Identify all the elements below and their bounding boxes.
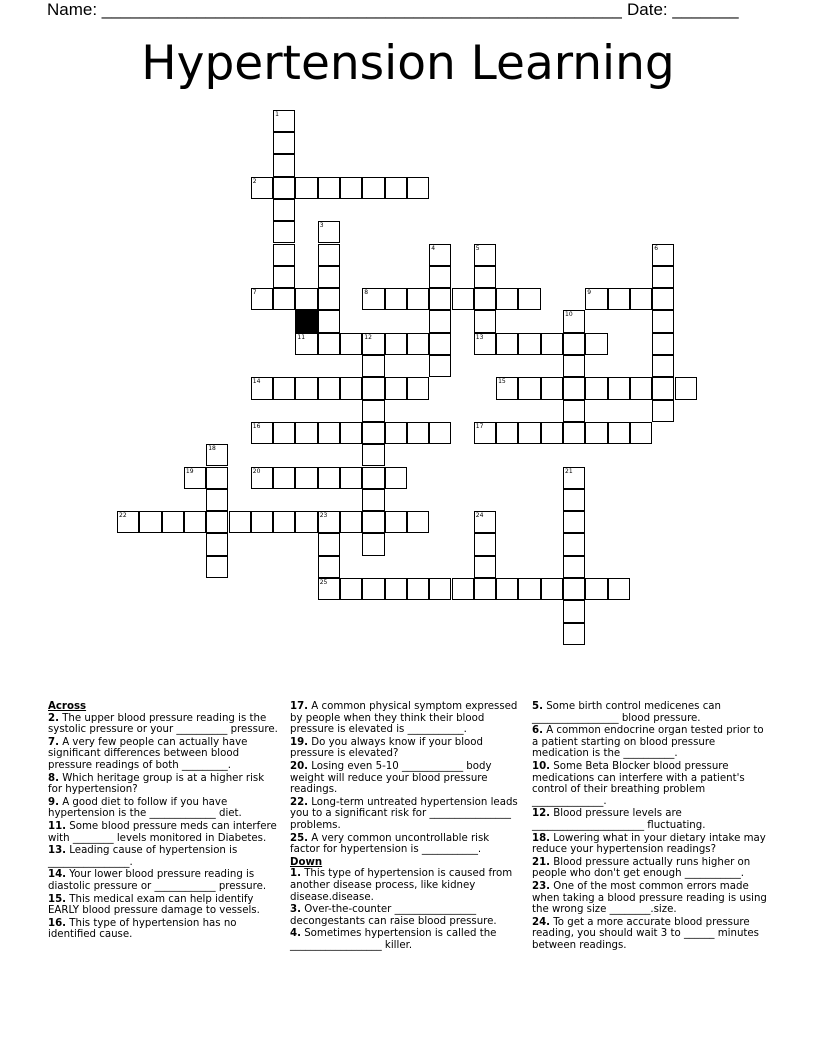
- grid-cell[interactable]: [585, 422, 607, 444]
- clue-item: [48, 737, 280, 772]
- grid-cell[interactable]: [295, 377, 317, 399]
- clue-text: Some Beta Blocker blood pressure medications can interfere with a patient's control of their breathing problem ______________.: [532, 760, 745, 807]
- clues-column-3: [532, 701, 772, 952]
- grid-cell[interactable]: [585, 333, 607, 355]
- grid-cell[interactable]: [541, 333, 563, 355]
- grid-cell[interactable]: [340, 377, 362, 399]
- grid-cell[interactable]: [407, 511, 429, 533]
- grid-cell[interactable]: [362, 288, 384, 310]
- clue-text: This type of hypertension has no identified cause.: [48, 917, 237, 941]
- clue-number: 3: [319, 222, 324, 230]
- grid-cell[interactable]: [563, 422, 585, 444]
- clue-number: 19: [185, 467, 194, 475]
- clue-text: Losing even 5-10 ____________ body weight will reduce your blood pressure readings.: [290, 760, 492, 796]
- date-field-label: Date: _______: [627, 0, 739, 19]
- clue-item: [48, 797, 280, 820]
- grid-cell[interactable]: [563, 355, 585, 377]
- grid-cell[interactable]: [407, 288, 429, 310]
- clue-number: 21: [565, 467, 573, 475]
- clue-number: 25: [319, 579, 328, 586]
- clue-text: A common endocrine organ tested prior to a patient starting on blood pressure medication is the __________.: [532, 725, 764, 760]
- grid-cell[interactable]: [251, 467, 273, 489]
- clue-item: [532, 808, 772, 831]
- grid-cell[interactable]: [273, 110, 295, 132]
- grid-cell[interactable]: [474, 333, 496, 355]
- grid-cell[interactable]: [429, 355, 451, 377]
- clue-number-label: 21.: [532, 856, 551, 868]
- grid-cell[interactable]: [318, 288, 340, 310]
- clue-item: [48, 773, 280, 796]
- grid-cell[interactable]: [362, 400, 384, 422]
- clue-number-label: 2.: [48, 712, 59, 724]
- grid-cell[interactable]: [318, 467, 340, 489]
- across-clue-list-continued: [290, 701, 522, 856]
- grid-cell[interactable]: [206, 511, 228, 533]
- clue-text: A common physical symptom expressed by people when they think their blood pressure is elevated is ___________.: [290, 701, 518, 736]
- clue-item: [48, 918, 280, 941]
- clue-item: [290, 737, 522, 760]
- grid-cell[interactable]: [608, 578, 630, 600]
- clue-number-label: 8.: [48, 772, 59, 784]
- clue-number-label: 16.: [48, 917, 67, 929]
- clue-text: This type of hypertension is caused from another disease process, like kidney disease.disease.: [290, 868, 513, 903]
- clue-item: [532, 833, 772, 856]
- clue-text: This medical exam can help identify EARLY blood pressure damage to vessels.: [48, 893, 260, 917]
- grid-cell[interactable]: [385, 377, 407, 399]
- grid-cell[interactable]: [474, 288, 496, 310]
- grid-cell[interactable]: [429, 422, 451, 444]
- clue-number-label: 6.: [532, 725, 543, 737]
- grid-cell[interactable]: [385, 333, 407, 355]
- clue-item: [48, 845, 280, 868]
- grid-cell[interactable]: [563, 467, 585, 489]
- clue-number-label: 9.: [48, 796, 59, 808]
- clue-text: Some birth control medicenes can _________________ blood pressure.: [532, 701, 721, 724]
- grid-cell[interactable]: [362, 177, 384, 199]
- grid-cell[interactable]: [652, 288, 674, 310]
- clue-number: 6: [654, 244, 659, 252]
- grid-cell[interactable]: [385, 288, 407, 310]
- grid-cell[interactable]: [318, 511, 340, 533]
- grid-cell[interactable]: [652, 400, 674, 422]
- grid-cell[interactable]: [496, 422, 518, 444]
- grid-cell[interactable]: [496, 288, 518, 310]
- grid-cell[interactable]: [563, 533, 585, 555]
- grid-cell[interactable]: [273, 288, 295, 310]
- clue-item: [532, 881, 772, 916]
- clue-text: A good diet to follow if you have hypertension is the _____________ diet.: [48, 796, 242, 820]
- grid-cell[interactable]: [251, 177, 273, 199]
- clue-text: The upper blood pressure reading is the systolic pressure or your __________ pressure.: [48, 712, 278, 736]
- down-heading: Down: [290, 856, 323, 868]
- grid-cell[interactable]: [518, 333, 540, 355]
- clue-number-label: 23.: [532, 880, 551, 892]
- clue-number-label: 24.: [532, 916, 551, 928]
- grid-cell[interactable]: [652, 310, 674, 332]
- grid-cell[interactable]: [318, 266, 340, 288]
- clue-item: [290, 797, 522, 832]
- grid-cell[interactable]: [474, 511, 496, 533]
- grid-cell[interactable]: [652, 266, 674, 288]
- grid-cell[interactable]: [340, 467, 362, 489]
- clue-number-label: 7.: [48, 736, 59, 748]
- clue-item: [532, 761, 772, 807]
- grid-cell[interactable]: [340, 578, 362, 600]
- grid-cell[interactable]: [452, 578, 474, 600]
- grid-cell[interactable]: [474, 310, 496, 332]
- grid-cell[interactable]: [362, 511, 384, 533]
- grid-cell[interactable]: [362, 533, 384, 555]
- grid-cell[interactable]: [608, 288, 630, 310]
- grid-cell[interactable]: [362, 578, 384, 600]
- grid-cell[interactable]: [318, 333, 340, 355]
- grid-cell[interactable]: [184, 511, 206, 533]
- grid-cell[interactable]: [630, 422, 652, 444]
- clues-column-1: [48, 701, 280, 942]
- grid-cell[interactable]: [295, 511, 317, 533]
- grid-cell[interactable]: [652, 244, 674, 266]
- clue-text: Which heritage group is at a higher risk for hypertension?: [48, 772, 265, 796]
- grid-cell[interactable]: [362, 489, 384, 511]
- grid-cell[interactable]: [206, 489, 228, 511]
- grid-cell[interactable]: [318, 244, 340, 266]
- clue-number-label: 3.: [290, 904, 301, 916]
- grid-cell[interactable]: [429, 333, 451, 355]
- grid-cell[interactable]: [362, 355, 384, 377]
- grid-cell[interactable]: [251, 288, 273, 310]
- clue-item: [290, 904, 522, 927]
- grid-cell[interactable]: [318, 533, 340, 555]
- clue-number: 24: [475, 512, 484, 520]
- grid-cell[interactable]: [563, 377, 585, 399]
- clue-text: One of the most common errors made when taking a blood pressure reading is using the wrong size ________.size.: [532, 880, 767, 916]
- clue-item: [290, 868, 522, 903]
- grid-cell[interactable]: [585, 377, 607, 399]
- grid-cell[interactable]: [340, 511, 362, 533]
- grid-cell[interactable]: [385, 511, 407, 533]
- grid-cell[interactable]: [362, 444, 384, 466]
- grid-cell[interactable]: [251, 377, 273, 399]
- clue-text: Long-term untreated hypertension leads you to a significant risk for ________________ problems.: [290, 796, 518, 831]
- clue-text: A very common uncontrollable risk factor for hypertension is ___________.: [290, 832, 490, 856]
- clue-number: 13: [475, 333, 484, 341]
- clue-number-label: 11.: [48, 820, 67, 832]
- grid-cell[interactable]: [407, 177, 429, 199]
- grid-cell[interactable]: [295, 422, 317, 444]
- clue-number-label: 22.: [290, 796, 309, 808]
- clue-item: [290, 928, 522, 951]
- clue-number: 15: [498, 378, 506, 386]
- grid-cell[interactable]: [318, 310, 340, 332]
- clue-number: 16: [252, 422, 261, 430]
- grid-cell[interactable]: [474, 244, 496, 266]
- grid-cell[interactable]: [496, 578, 518, 600]
- clue-number: 20: [252, 467, 261, 475]
- grid-cell[interactable]: [273, 511, 295, 533]
- clue-number-label: 5.: [532, 701, 543, 712]
- grid-cell[interactable]: [563, 400, 585, 422]
- grid-cell[interactable]: [652, 377, 674, 399]
- clue-item: [48, 821, 280, 844]
- grid-cell[interactable]: [295, 333, 317, 355]
- grid-cell[interactable]: [318, 221, 340, 243]
- grid-cell[interactable]: [563, 310, 585, 332]
- grid-cell[interactable]: [429, 266, 451, 288]
- grid-cell[interactable]: [563, 556, 585, 578]
- clue-number: 23: [319, 512, 328, 520]
- grid-cell[interactable]: [541, 578, 563, 600]
- grid-cell[interactable]: [452, 288, 474, 310]
- clue-item: [532, 917, 772, 952]
- grid-cell[interactable]: [385, 422, 407, 444]
- clue-text: A very few people can actually have significant differences between blood pressure readings of both _________.: [48, 736, 248, 771]
- clue-item: [48, 713, 280, 736]
- grid-cell[interactable]: [407, 422, 429, 444]
- clue-item: [290, 761, 522, 796]
- clue-text: Blood pressure actually runs higher on people who don't get enough ___________.: [532, 856, 751, 880]
- clue-text: Some blood pressure meds can interfere with ________ levels monitored in Diabetes.: [48, 820, 277, 844]
- clue-text: Lowering what in your dietary intake may reduce your hypertension readings?: [532, 832, 766, 856]
- across-clue-list: [48, 713, 280, 941]
- clue-number: 2: [252, 177, 257, 185]
- clue-item: [48, 869, 280, 892]
- clue-text: Do you always know if your blood pressure is elevated?: [290, 736, 483, 760]
- clue-item: [290, 833, 522, 856]
- clue-number: 8: [364, 289, 369, 297]
- grid-cell[interactable]: [273, 221, 295, 243]
- grid-cell[interactable]: [340, 333, 362, 355]
- grid-cell[interactable]: [229, 511, 251, 533]
- clue-text: Blood pressure levels are ______________________ fluctuating.: [532, 808, 706, 831]
- grid-cell[interactable]: [318, 578, 340, 600]
- grid-cell[interactable]: [429, 244, 451, 266]
- grid-cell[interactable]: [362, 422, 384, 444]
- grid-cell[interactable]: [273, 422, 295, 444]
- grid-cell[interactable]: [385, 578, 407, 600]
- grid-cell[interactable]: [362, 467, 384, 489]
- clue-number-label: 4.: [290, 928, 301, 940]
- across-heading: Across: [48, 701, 87, 712]
- grid-cell[interactable]: [518, 288, 540, 310]
- grid-cell[interactable]: [273, 154, 295, 176]
- grid-cell[interactable]: [563, 511, 585, 533]
- grid-cell[interactable]: [675, 377, 697, 399]
- grid-cell[interactable]: [407, 377, 429, 399]
- grid-cell[interactable]: [206, 444, 228, 466]
- grid-cell[interactable]: [429, 310, 451, 332]
- grid-cell[interactable]: [563, 489, 585, 511]
- grid-cell[interactable]: [496, 333, 518, 355]
- grid-cell[interactable]: [563, 333, 585, 355]
- clue-item: [532, 701, 772, 724]
- grid-cell[interactable]: [474, 266, 496, 288]
- grid-cell[interactable]: [518, 578, 540, 600]
- clue-item: [290, 701, 522, 736]
- grid-cell[interactable]: [295, 467, 317, 489]
- clue-text: To get a more accurate blood pressure reading, you should wait 3 to ______ minutes between readings.: [532, 916, 759, 951]
- grid-cell[interactable]: [385, 467, 407, 489]
- grid-cell[interactable]: [563, 623, 585, 645]
- grid-cell[interactable]: [251, 422, 273, 444]
- grid-cell[interactable]: [429, 288, 451, 310]
- grid-cell[interactable]: [518, 377, 540, 399]
- grid-cell[interactable]: [630, 377, 652, 399]
- clue-number: 18: [208, 445, 216, 453]
- grid-cell[interactable]: [474, 533, 496, 555]
- clue-number-label: 12.: [532, 808, 551, 820]
- grid-cell[interactable]: [273, 377, 295, 399]
- clue-number: 22: [119, 512, 127, 520]
- grid-cell[interactable]: [273, 177, 295, 199]
- clue-number: 17: [475, 422, 484, 430]
- grid-cell[interactable]: [206, 556, 228, 578]
- clue-item: [48, 894, 280, 917]
- grid-cell[interactable]: [474, 556, 496, 578]
- clue-number: 4: [431, 244, 436, 252]
- clue-number-label: 15.: [48, 893, 67, 905]
- clue-text: Leading cause of hypertension is ________________.: [48, 845, 238, 868]
- clue-number: 9: [587, 289, 592, 297]
- grid-cell[interactable]: [340, 422, 362, 444]
- grid-cell[interactable]: [273, 132, 295, 154]
- grid-cell[interactable]: [318, 177, 340, 199]
- grid-cell[interactable]: [273, 199, 295, 221]
- grid-cell[interactable]: [273, 467, 295, 489]
- grid-cell[interactable]: [474, 422, 496, 444]
- grid-cell[interactable]: [362, 333, 384, 355]
- clue-text: Over-the-counter ________________ decongestants can raise blood pressure.: [290, 904, 497, 927]
- grid-cell[interactable]: [407, 578, 429, 600]
- grid-cell[interactable]: [652, 355, 674, 377]
- grid-cell[interactable]: [184, 467, 206, 489]
- blocked-cell: [295, 310, 317, 332]
- clue-item: [532, 857, 772, 880]
- grid-cell[interactable]: [273, 244, 295, 266]
- grid-cell[interactable]: [295, 288, 317, 310]
- clue-number-label: 19.: [290, 736, 309, 748]
- grid-cell[interactable]: [608, 422, 630, 444]
- clue-number: 5: [475, 244, 480, 252]
- grid-cell[interactable]: [630, 288, 652, 310]
- clue-number: 12: [364, 333, 372, 341]
- clue-number-label: 1.: [290, 868, 301, 880]
- clue-item: [532, 725, 772, 760]
- grid-cell[interactable]: [318, 556, 340, 578]
- grid-cell[interactable]: [273, 266, 295, 288]
- down-clue-list: [290, 868, 522, 951]
- grid-cell[interactable]: [318, 377, 340, 399]
- puzzle-title: Hypertension Learning: [141, 36, 675, 91]
- grid-cell[interactable]: [318, 422, 340, 444]
- grid-cell[interactable]: [206, 467, 228, 489]
- grid-cell[interactable]: [652, 333, 674, 355]
- clue-number: 7: [252, 289, 257, 297]
- grid-cell[interactable]: [608, 377, 630, 399]
- clue-text: Your lower blood pressure reading is diastolic pressure or ____________ pressure.: [48, 869, 267, 892]
- grid-cell[interactable]: [139, 511, 161, 533]
- clue-number-label: 13.: [48, 845, 67, 857]
- grid-cell[interactable]: [541, 377, 563, 399]
- clue-number-label: 18.: [532, 832, 551, 844]
- grid-cell[interactable]: [362, 377, 384, 399]
- clue-number: 10: [565, 311, 573, 319]
- name-field-label: Name: _______________________________________________________: [47, 0, 622, 19]
- grid-cell[interactable]: [429, 578, 451, 600]
- clue-text: Sometimes hypertension is called the __________________ killer.: [290, 928, 497, 951]
- grid-cell[interactable]: [407, 333, 429, 355]
- clue-number-label: 20.: [290, 760, 309, 772]
- clue-number: 11: [297, 333, 306, 341]
- grid-cell[interactable]: [340, 177, 362, 199]
- grid-cell[interactable]: [496, 377, 518, 399]
- clues-column-2: [290, 701, 522, 952]
- grid-cell[interactable]: [585, 578, 607, 600]
- clue-number-label: 17.: [290, 701, 309, 712]
- clue-number-label: 10.: [532, 760, 551, 772]
- down-clue-list-continued: [532, 701, 772, 951]
- grid-cell[interactable]: [295, 177, 317, 199]
- grid-cell[interactable]: [206, 533, 228, 555]
- grid-cell[interactable]: [251, 511, 273, 533]
- grid-cell[interactable]: [474, 578, 496, 600]
- grid-cell[interactable]: [563, 578, 585, 600]
- clue-number-label: 14.: [48, 869, 67, 881]
- clue-number: 14: [252, 378, 261, 386]
- grid-cell[interactable]: [385, 177, 407, 199]
- clue-number: 1: [275, 110, 279, 118]
- grid-cell[interactable]: [585, 288, 607, 310]
- grid-cell[interactable]: [518, 422, 540, 444]
- grid-cell[interactable]: [541, 422, 563, 444]
- clue-number-label: 25.: [290, 832, 309, 844]
- grid-cell[interactable]: [563, 600, 585, 622]
- grid-cell[interactable]: [162, 511, 184, 533]
- grid-cell[interactable]: [117, 511, 139, 533]
